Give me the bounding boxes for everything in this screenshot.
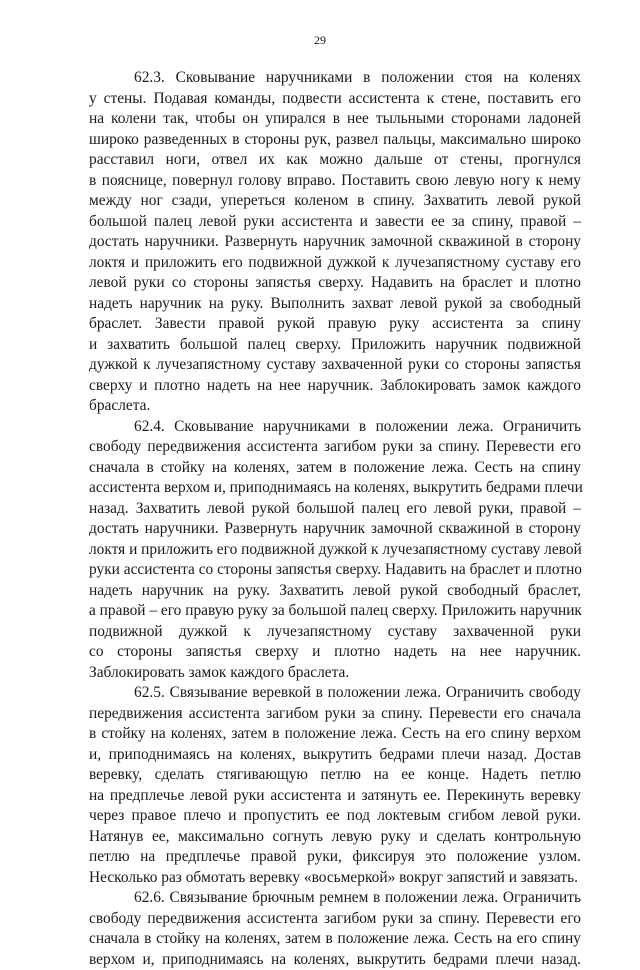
text-line: и захватить большой палец сверху. Приложить наручник подвижной [89, 335, 581, 356]
text-line: Заблокировать замок каждого браслета. [89, 663, 581, 684]
text-line: Несколько раз обмотать веревку «восьмеркой» вокруг запястий и завязать. [89, 868, 581, 889]
text-line: широко разведенных в стороны рук, развел пальцы, максимально широко [89, 130, 581, 151]
text-line: 62.5. Связывание веревкой в положении лежа. Ограничить свободу [89, 683, 581, 704]
text-line: ассистента верхом и, приподнимаясь на коленях, выкрутить бедрами плечи [89, 478, 581, 499]
text-line: сверху и плотно надеть на нее наручник. Заблокировать замок каждого [89, 376, 581, 397]
text-line: локтя и приложить его подвижной дужкой к лучезапястному суставу левой [89, 540, 581, 561]
text-line: надеть наручник на руку. Выполнить захват левой рукой за свободный [89, 294, 581, 315]
page-number: 29 [0, 33, 640, 47]
paragraph [89, 683, 581, 888]
text-line: левой руки со стороны запястья сверху. Надавить на браслет и плотно [89, 273, 581, 294]
text-line: сначала в стойку на коленях, затем в положение лежа. Сесть на спину [89, 458, 581, 479]
paragraph [89, 68, 581, 417]
text-line: верхом и, приподнимаясь на коленях, выкрутить бедрами плечи назад. [89, 950, 581, 970]
text-line: большой палец левой руки ассистента и завести ее за спину, правой – [89, 212, 581, 233]
text-line: петлю на предплечье правой руки, фиксируя это положение узлом. [89, 847, 581, 868]
text-line: 62.3. Сковывание наручниками в положении стоя на коленях [89, 68, 581, 89]
text-line: и, приподнимаясь на коленях, выкрутить бедрами плечи назад. Достав [89, 745, 581, 766]
text-line: подвижной дужкой к лучезапястному суставу захваченной руки [89, 622, 581, 643]
text-line: на предплечье левой руки ассистента и затянуть ее. Перекинуть веревку [89, 786, 581, 807]
text-line: свободу передвижения ассистента загибом руки за спину. Перевести его [89, 437, 581, 458]
text-line: в стойку на коленях, затем в положение лежа. Сесть на его спину верхом [89, 724, 581, 745]
text-line: через правое плечо и пропустить ее под локтевым сгибом левой руки. [89, 806, 581, 827]
text-line: между ног сзади, упереться коленом в спину. Захватить левой рукой [89, 191, 581, 212]
text-line: руки ассистента со стороны запястья сверху. Надавить на браслет и плотно [89, 560, 581, 581]
text-line: свободу передвижения ассистента загибом руки за спину. Перевести его [89, 909, 581, 930]
text-line: 62.6. Связывание брючным ремнем в положении лежа. Ограничить [89, 888, 581, 909]
text-line: надеть наручник на руку. Захватить левой рукой свободный браслет, [89, 581, 581, 602]
text-line: достать наручники. Развернуть наручник замочной скважиной в сторону [89, 232, 581, 253]
text-line: Натянув ее, максимально согнуть левую руку и сделать контрольную [89, 827, 581, 848]
text-line: дужкой к лучезапястному суставу захваченной руки со стороны запястья [89, 355, 581, 376]
text-line: сначала в стойку на коленях, затем в положение лежа. Сесть на его спину [89, 929, 581, 950]
text-line: на колени так, чтобы он упирался в нее тыльными сторонами ладоней [89, 109, 581, 130]
text-line: веревку, сделать стягивающую петлю на ее конце. Надеть петлю [89, 765, 581, 786]
text-line: браслет. Завести правой рукой правую руку ассистента за спину [89, 314, 581, 335]
page-content [89, 68, 581, 970]
text-line: 62.4. Сковывание наручниками в положении лежа. Ограничить [89, 417, 581, 438]
text-line: передвижения ассистента загибом руки за спину. Перевести его сначала [89, 704, 581, 725]
text-line: расставил ноги, отвел их как можно дальше от стены, прогнулся [89, 150, 581, 171]
text-line: браслета. [89, 396, 581, 417]
text-line: у стены. Подавая команды, подвести ассистента к стене, поставить его [89, 89, 581, 110]
paragraph [89, 417, 581, 684]
text-line: а правой – его правую руку за большой палец сверху. Приложить наручник [89, 601, 581, 622]
text-line: со стороны запястья сверху и плотно надеть на нее наручник. [89, 642, 581, 663]
text-line: достать наручники. Развернуть наручник замочной скважиной в сторону [89, 519, 581, 540]
text-line: локтя и приложить его подвижной дужкой к лучезапястному суставу его [89, 253, 581, 274]
text-line: назад. Захватить левой рукой большой палец его левой руки, правой – [89, 499, 581, 520]
text-line: в пояснице, повернул голову вправо. Поставить свою левую ногу к нему [89, 171, 581, 192]
paragraph [89, 888, 581, 970]
